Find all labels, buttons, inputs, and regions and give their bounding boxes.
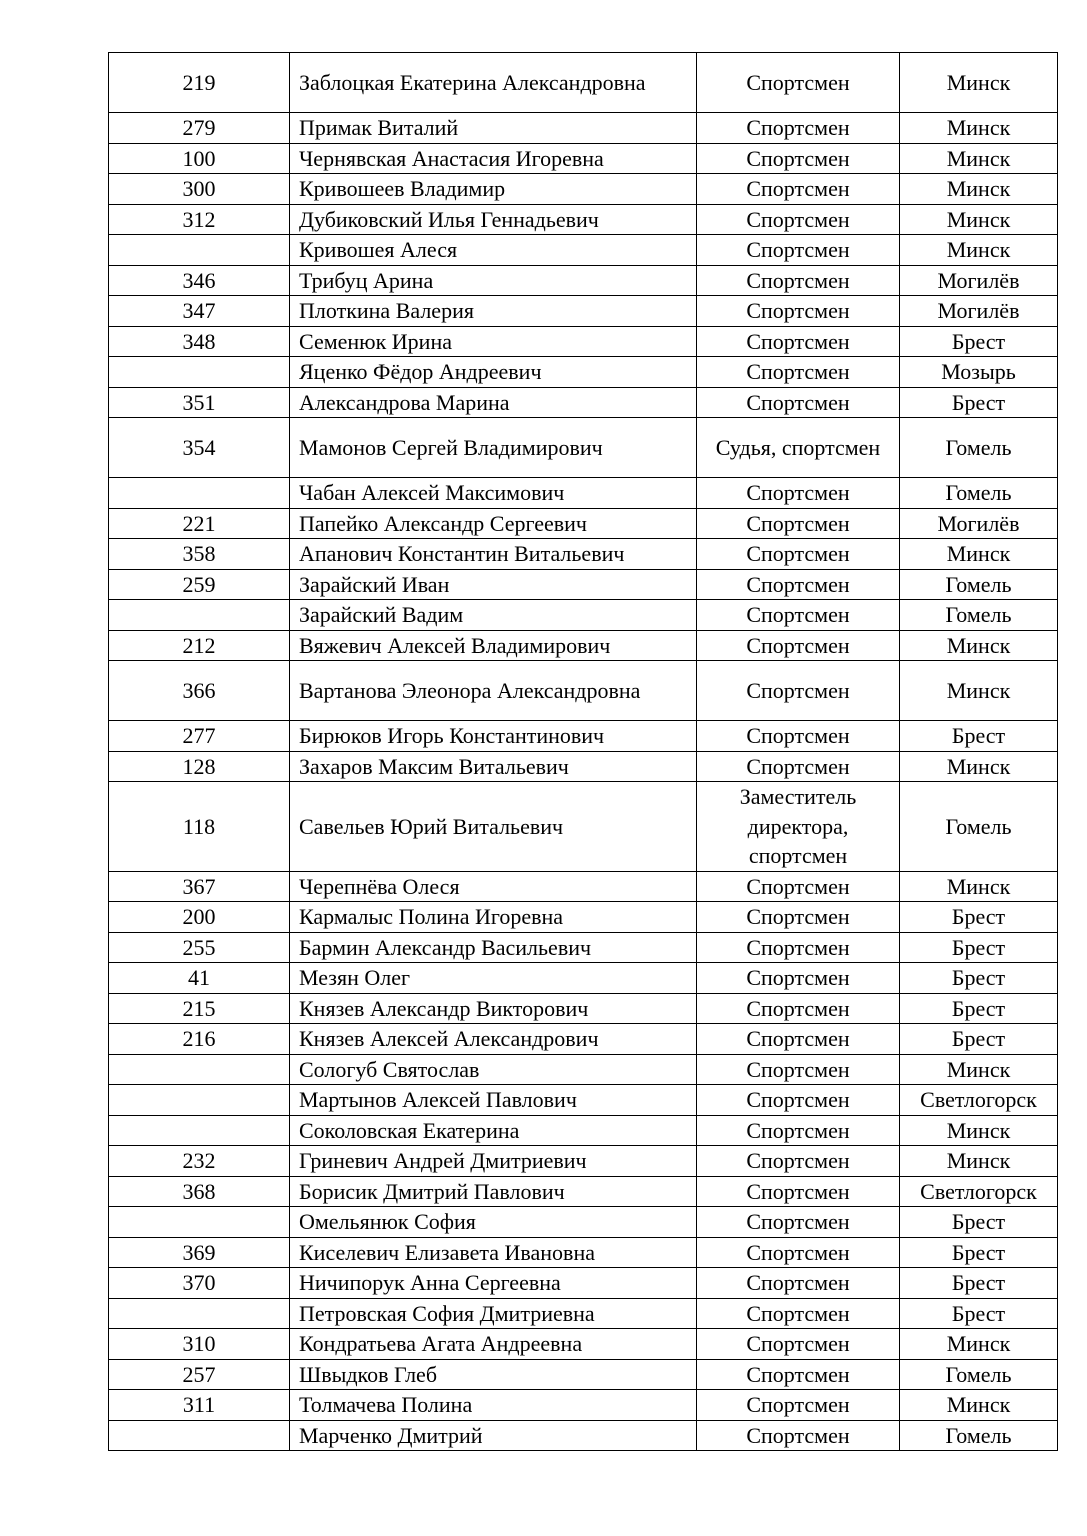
table-row <box>109 1329 1058 1360</box>
participant-number-cell <box>109 1298 290 1329</box>
participant-name-cell: Толмачева Полина <box>290 1390 697 1421</box>
participant-number-cell: 277 <box>109 721 290 752</box>
participant-city-cell: Минск <box>900 630 1058 661</box>
participant-city-cell: Минск <box>900 1146 1058 1177</box>
participant-number-cell <box>109 478 290 509</box>
table-row <box>109 1390 1058 1421</box>
participant-number-cell: 212 <box>109 630 290 661</box>
participant-number-cell: 347 <box>109 296 290 327</box>
participant-number-cell: 367 <box>109 871 290 902</box>
participant-name-cell: Захаров Максим Витальевич <box>290 751 697 782</box>
table-row <box>109 235 1058 266</box>
participant-role-cell: Спортсмен <box>697 1390 900 1421</box>
participant-city-cell: Брест <box>900 1207 1058 1238</box>
participant-number-cell: 310 <box>109 1329 290 1360</box>
table-row <box>109 963 1058 994</box>
participant-number-cell: 216 <box>109 1024 290 1055</box>
participant-city-cell: Минск <box>900 143 1058 174</box>
table-row <box>109 1207 1058 1238</box>
participant-name-cell: Борисик Дмитрий Павлович <box>290 1176 697 1207</box>
participant-role-cell: Спортсмен <box>697 1085 900 1116</box>
participant-city-cell: Брест <box>900 902 1058 933</box>
participant-city-cell: Могилёв <box>900 296 1058 327</box>
table-row <box>109 296 1058 327</box>
participant-number-cell <box>109 357 290 388</box>
participant-city-cell: Минск <box>900 53 1058 113</box>
participant-name-cell: Бирюков Игорь Константинович <box>290 721 697 752</box>
table-row <box>109 1420 1058 1451</box>
participant-number-cell: 279 <box>109 113 290 144</box>
participant-name-cell: Марченко Дмитрий <box>290 1420 697 1451</box>
table-row <box>109 871 1058 902</box>
participant-number-cell: 370 <box>109 1268 290 1299</box>
participant-name-cell: Кривошеев Владимир <box>290 174 697 205</box>
participant-role-cell: Спортсмен <box>697 113 900 144</box>
participant-name-cell: Мартынов Алексей Павлович <box>290 1085 697 1116</box>
participant-role-cell: Спортсмен <box>697 993 900 1024</box>
participant-name-cell: Вартанова Элеонора Александровна <box>290 661 697 721</box>
participant-city-cell: Светлогорск <box>900 1085 1058 1116</box>
participant-name-cell: Чабан Алексей Максимович <box>290 478 697 509</box>
participant-number-cell <box>109 1420 290 1451</box>
participant-role-cell: Спортсмен <box>697 1329 900 1360</box>
table-row <box>109 387 1058 418</box>
participant-role-cell: Спортсмен <box>697 569 900 600</box>
table-row <box>109 478 1058 509</box>
participant-role-cell: Спортсмен <box>697 296 900 327</box>
table-row <box>109 661 1058 721</box>
participant-name-cell: Сологуб Святослав <box>290 1054 697 1085</box>
participant-number-cell: 200 <box>109 902 290 933</box>
participant-role-cell: Спортсмен <box>697 1359 900 1390</box>
table-row <box>109 1268 1058 1299</box>
table-row <box>109 993 1058 1024</box>
participants-table-body <box>109 53 1058 1451</box>
participant-name-cell: Ничипорук Анна Сергеевна <box>290 1268 697 1299</box>
participant-role-cell: Спортсмен <box>697 721 900 752</box>
participant-name-cell: Трибуц Арина <box>290 265 697 296</box>
table-row <box>109 569 1058 600</box>
participant-number-cell: 369 <box>109 1237 290 1268</box>
participant-name-cell: Швыдков Глеб <box>290 1359 697 1390</box>
participant-city-cell: Минск <box>900 1329 1058 1360</box>
participant-name-cell: Чернявская Анастасия Игоревна <box>290 143 697 174</box>
participant-number-cell: 128 <box>109 751 290 782</box>
table-row <box>109 204 1058 235</box>
participant-city-cell: Гомель <box>900 478 1058 509</box>
table-row <box>109 1085 1058 1116</box>
participant-name-cell: Соколовская Екатерина <box>290 1115 697 1146</box>
participant-city-cell: Гомель <box>900 1359 1058 1390</box>
participant-city-cell: Гомель <box>900 782 1058 872</box>
participant-number-cell: 221 <box>109 508 290 539</box>
table-row <box>109 600 1058 631</box>
participant-name-cell: Яценко Фёдор Андреевич <box>290 357 697 388</box>
participant-city-cell: Минск <box>900 204 1058 235</box>
participant-name-cell: Кармалыс Полина Игоревна <box>290 902 697 933</box>
participant-city-cell: Могилёв <box>900 508 1058 539</box>
participant-number-cell: 255 <box>109 932 290 963</box>
table-row <box>109 932 1058 963</box>
participant-city-cell: Брест <box>900 1237 1058 1268</box>
table-row <box>109 53 1058 113</box>
table-row <box>109 174 1058 205</box>
participant-role-cell: Спортсмен <box>697 1420 900 1451</box>
participant-number-cell: 348 <box>109 326 290 357</box>
participant-number-cell: 259 <box>109 569 290 600</box>
participant-number-cell <box>109 235 290 266</box>
participant-name-cell: Омельянюк София <box>290 1207 697 1238</box>
participant-number-cell: 358 <box>109 539 290 570</box>
participant-role-cell: Спортсмен <box>697 963 900 994</box>
table-row <box>109 539 1058 570</box>
participant-name-cell: Киселевич Елизавета Ивановна <box>290 1237 697 1268</box>
participant-role-cell: Спортсмен <box>697 661 900 721</box>
participant-number-cell: 100 <box>109 143 290 174</box>
participant-role-cell: Спортсмен <box>697 235 900 266</box>
participant-role-cell: Заместитель директора, спортсмен <box>697 782 900 872</box>
table-row <box>109 1237 1058 1268</box>
participant-role-cell: Спортсмен <box>697 902 900 933</box>
participant-city-cell: Брест <box>900 326 1058 357</box>
participant-name-cell: Князев Александр Викторович <box>290 993 697 1024</box>
table-row <box>109 751 1058 782</box>
table-row <box>109 265 1058 296</box>
participant-city-cell: Минск <box>900 1054 1058 1085</box>
participant-number-cell: 346 <box>109 265 290 296</box>
participant-number-cell <box>109 1054 290 1085</box>
participant-city-cell: Брест <box>900 932 1058 963</box>
participant-name-cell: Плоткина Валерия <box>290 296 697 327</box>
participant-number-cell: 215 <box>109 993 290 1024</box>
table-row <box>109 1146 1058 1177</box>
participant-number-cell <box>109 1085 290 1116</box>
participant-role-cell: Спортсмен <box>697 1024 900 1055</box>
participant-role-cell: Спортсмен <box>697 478 900 509</box>
participant-name-cell: Апанович Константин Витальевич <box>290 539 697 570</box>
participant-name-cell: Семенюк Ирина <box>290 326 697 357</box>
participant-city-cell: Брест <box>900 387 1058 418</box>
participant-city-cell: Минск <box>900 235 1058 266</box>
participant-role-cell: Спортсмен <box>697 265 900 296</box>
participant-number-cell: 257 <box>109 1359 290 1390</box>
participant-role-cell: Спортсмен <box>697 932 900 963</box>
participant-name-cell: Князев Алексей Александрович <box>290 1024 697 1055</box>
participant-city-cell: Минск <box>900 1390 1058 1421</box>
table-row <box>109 1024 1058 1055</box>
participant-city-cell: Могилёв <box>900 265 1058 296</box>
participant-name-cell: Кондратьева Агата Андреевна <box>290 1329 697 1360</box>
participant-number-cell: 118 <box>109 782 290 872</box>
participant-role-cell: Спортсмен <box>697 1115 900 1146</box>
participant-role-cell: Спортсмен <box>697 751 900 782</box>
participant-role-cell: Спортсмен <box>697 53 900 113</box>
participant-city-cell: Минск <box>900 1115 1058 1146</box>
participant-city-cell: Минск <box>900 113 1058 144</box>
participant-number-cell: 41 <box>109 963 290 994</box>
participant-role-cell: Спортсмен <box>697 1176 900 1207</box>
participant-role-cell: Спортсмен <box>697 1237 900 1268</box>
table-row <box>109 326 1058 357</box>
participant-role-cell: Спортсмен <box>697 357 900 388</box>
participant-role-cell: Спортсмен <box>697 1268 900 1299</box>
table-row <box>109 721 1058 752</box>
table-row <box>109 418 1058 478</box>
participant-name-cell: Савельев Юрий Витальевич <box>290 782 697 872</box>
table-row <box>109 143 1058 174</box>
participant-name-cell: Зарайский Вадим <box>290 600 697 631</box>
participant-name-cell: Петровская София Дмитриевна <box>290 1298 697 1329</box>
participant-city-cell: Брест <box>900 963 1058 994</box>
table-row <box>109 1054 1058 1085</box>
table-row <box>109 1176 1058 1207</box>
participant-name-cell: Вяжевич Алексей Владимирович <box>290 630 697 661</box>
participant-city-cell: Минск <box>900 751 1058 782</box>
participant-role-cell: Спортсмен <box>697 630 900 661</box>
participant-role-cell: Спортсмен <box>697 539 900 570</box>
participant-role-cell: Судья, спортсмен <box>697 418 900 478</box>
table-row <box>109 508 1058 539</box>
participant-number-cell <box>109 600 290 631</box>
participant-city-cell: Брест <box>900 1268 1058 1299</box>
participant-role-cell: Спортсмен <box>697 1207 900 1238</box>
participant-name-cell: Мезян Олег <box>290 963 697 994</box>
participant-name-cell: Бармин Александр Васильевич <box>290 932 697 963</box>
participant-city-cell: Минск <box>900 871 1058 902</box>
participant-name-cell: Гриневич Андрей Дмитриевич <box>290 1146 697 1177</box>
participant-number-cell: 219 <box>109 53 290 113</box>
participant-role-cell: Спортсмен <box>697 1054 900 1085</box>
participant-city-cell: Мозырь <box>900 357 1058 388</box>
participant-city-cell: Брест <box>900 721 1058 752</box>
table-row <box>109 630 1058 661</box>
participant-city-cell: Минск <box>900 174 1058 205</box>
participants-table <box>108 52 1058 1451</box>
participant-role-cell: Спортсмен <box>697 1146 900 1177</box>
participant-city-cell: Брест <box>900 993 1058 1024</box>
participant-number-cell: 368 <box>109 1176 290 1207</box>
participant-name-cell: Заблоцкая Екатерина Александровна <box>290 53 697 113</box>
participant-name-cell: Дубиковский Илья Геннадьевич <box>290 204 697 235</box>
participant-name-cell: Александрова Марина <box>290 387 697 418</box>
participant-name-cell: Примак Виталий <box>290 113 697 144</box>
participant-number-cell: 354 <box>109 418 290 478</box>
participant-city-cell: Гомель <box>900 569 1058 600</box>
participant-name-cell: Кривошея Алеся <box>290 235 697 266</box>
participant-name-cell: Мамонов Сергей Владимирович <box>290 418 697 478</box>
participant-role-cell: Спортсмен <box>697 871 900 902</box>
participant-role-cell: Спортсмен <box>697 600 900 631</box>
participant-role-cell: Спортсмен <box>697 1298 900 1329</box>
participant-number-cell <box>109 1115 290 1146</box>
table-row <box>109 782 1058 872</box>
participant-city-cell: Минск <box>900 539 1058 570</box>
participant-number-cell: 312 <box>109 204 290 235</box>
participant-role-cell: Спортсмен <box>697 204 900 235</box>
participant-city-cell: Минск <box>900 661 1058 721</box>
participant-role-cell: Спортсмен <box>697 326 900 357</box>
participant-city-cell: Брест <box>900 1024 1058 1055</box>
participant-number-cell: 232 <box>109 1146 290 1177</box>
participant-name-cell: Папейко Александр Сергеевич <box>290 508 697 539</box>
table-row <box>109 1115 1058 1146</box>
participant-role-cell: Спортсмен <box>697 387 900 418</box>
participant-number-cell: 366 <box>109 661 290 721</box>
participant-city-cell: Гомель <box>900 1420 1058 1451</box>
table-row <box>109 1298 1058 1329</box>
participant-name-cell: Зарайский Иван <box>290 569 697 600</box>
table-row <box>109 113 1058 144</box>
table-row <box>109 357 1058 388</box>
table-row <box>109 902 1058 933</box>
participant-number-cell <box>109 1207 290 1238</box>
participant-role-cell: Спортсмен <box>697 508 900 539</box>
table-row <box>109 1359 1058 1390</box>
participant-role-cell: Спортсмен <box>697 174 900 205</box>
participant-number-cell: 300 <box>109 174 290 205</box>
participant-city-cell: Гомель <box>900 418 1058 478</box>
participant-number-cell: 311 <box>109 1390 290 1421</box>
participant-name-cell: Черепнёва Олеся <box>290 871 697 902</box>
participant-city-cell: Светлогорск <box>900 1176 1058 1207</box>
participant-city-cell: Гомель <box>900 600 1058 631</box>
participant-city-cell: Брест <box>900 1298 1058 1329</box>
participant-number-cell: 351 <box>109 387 290 418</box>
participant-role-cell: Спортсмен <box>697 143 900 174</box>
